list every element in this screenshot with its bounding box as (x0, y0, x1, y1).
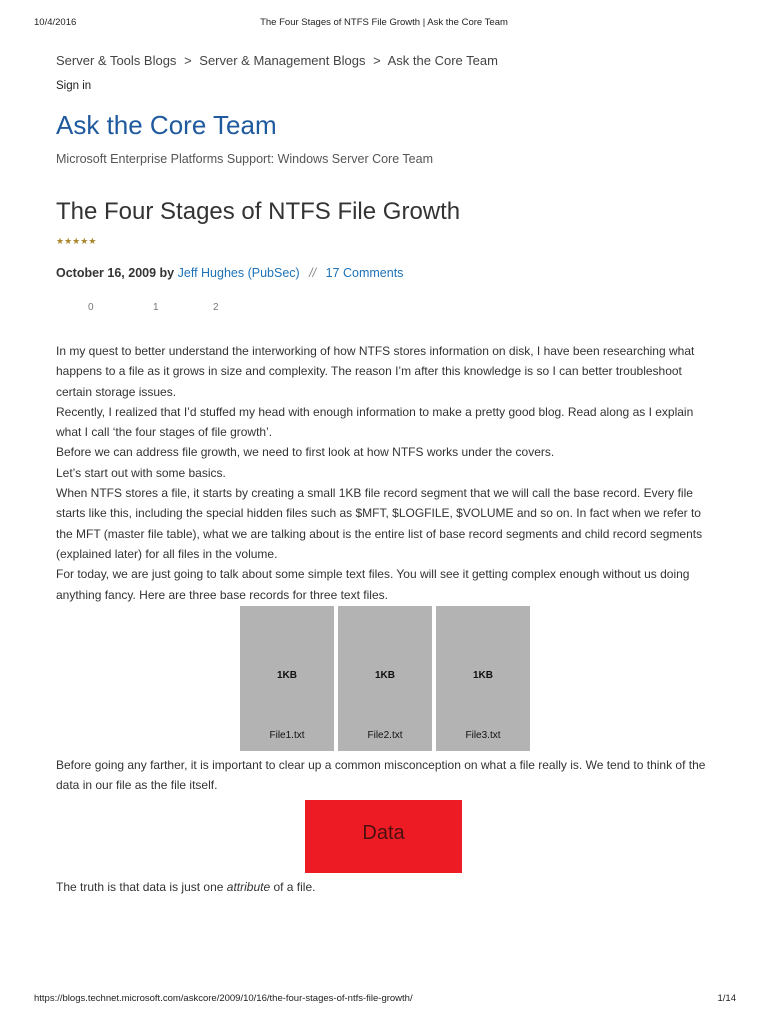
record-name: File3.txt (465, 730, 501, 741)
star-icon[interactable]: ★ (72, 236, 81, 246)
breadcrumb-server-management-blogs[interactable]: Server & Management Blogs (199, 53, 366, 68)
share-count: 0 (88, 302, 94, 313)
paragraph: Before we can address file growth, we need to first look at how NTFS works under the covers. (56, 445, 555, 460)
base-record (240, 606, 334, 751)
star-icon[interactable]: ★ (56, 236, 65, 246)
post-date: October 16, 2009 (56, 266, 157, 280)
misconception-text (56, 755, 716, 796)
record-size: 1KB (472, 670, 493, 681)
data-figure (305, 800, 462, 873)
breadcrumb-separator: > (373, 53, 381, 68)
meta-separator: // (309, 266, 317, 280)
base-records-figure (240, 606, 530, 751)
paragraph: Recently, I realized that I’d stuffed my head with enough information to make a pretty good blog. Read along as I explain what I call ‘the four stages of file growth’. (56, 404, 694, 440)
paragraph: Before going any farther, it is important to clear up a common misconception on what a file really is. We tend to think of the data in our file as the file itself. (56, 758, 706, 793)
breadcrumb-separator: > (184, 53, 192, 68)
blog-subtitle: Microsoft Enterprise Platforms Support: Windows Server Core Team (56, 152, 433, 166)
page-number: 1/14 (717, 993, 736, 1004)
post-by: by (159, 266, 175, 280)
blog-title[interactable]: Ask the Core Team (56, 110, 277, 140)
paragraph: Let’s start out with some basics. (56, 465, 226, 480)
share-count: 1 (153, 302, 159, 313)
base-record (338, 606, 432, 751)
rating-stars[interactable] (56, 236, 716, 247)
truth-emphasis: attribute (226, 880, 271, 894)
print-url: https://blogs.technet.microsoft.com/askcore/2009/10/16/the-four-stages-of-ntfs-file-growth/ (34, 993, 413, 1004)
truth-before: The truth is that data is just one (56, 880, 227, 894)
star-icon[interactable]: ★ (88, 236, 97, 246)
print-date: 10/4/2016 (34, 17, 77, 28)
record-size: 1KB (276, 670, 297, 681)
print-title: The Four Stages of NTFS File Growth | Ask the Core Team (260, 17, 508, 28)
truth-text (56, 880, 716, 894)
post-body (56, 341, 716, 605)
share-count: 2 (213, 302, 219, 313)
sign-in-link[interactable]: Sign in (56, 80, 92, 92)
breadcrumb-ask-core-team[interactable]: Ask the Core Team (387, 53, 498, 68)
star-icon[interactable]: ★ (80, 236, 89, 246)
paragraph: In my quest to better understand the interworking of how NTFS stores information on disk, I have been researching what happens to a file as it grows in size and complexity. The reason I’m after this knowledge is so I can better troubleshoot certain storage issues. (56, 344, 695, 399)
data-label: Data (362, 822, 405, 844)
star-icon[interactable]: ★ (64, 236, 73, 246)
base-record (436, 606, 530, 751)
post-title: The Four Stages of NTFS File Growth (56, 198, 461, 225)
record-size: 1KB (374, 670, 395, 681)
paragraph: When NTFS stores a file, it starts by creating a small 1KB file record segment that we will call the base record. Every file starts like this, including the special hidden files such as $MFT, $LOGFILE, $VOLUME and so on. In fact when we refer to the MFT (master file table), what we are talking about is the entire list of base record segments and child record segments (explained later) for all files in the volume. (56, 486, 703, 561)
comments-link[interactable]: 17 Comments (325, 266, 404, 280)
record-name: File2.txt (367, 730, 403, 741)
breadcrumb (56, 53, 716, 68)
paragraph: For today, we are just going to talk about some simple text files. You will see it getting complex enough without us doing anything fancy. Here are three base records for three text files. (56, 567, 690, 602)
record-name: File1.txt (269, 730, 305, 741)
truth-after: of a file. (270, 880, 316, 894)
breadcrumb-server-tools-blogs[interactable]: Server & Tools Blogs (56, 53, 177, 68)
post-meta (56, 266, 716, 280)
author-link[interactable]: Jeff Hughes (PubSec) (177, 266, 300, 280)
